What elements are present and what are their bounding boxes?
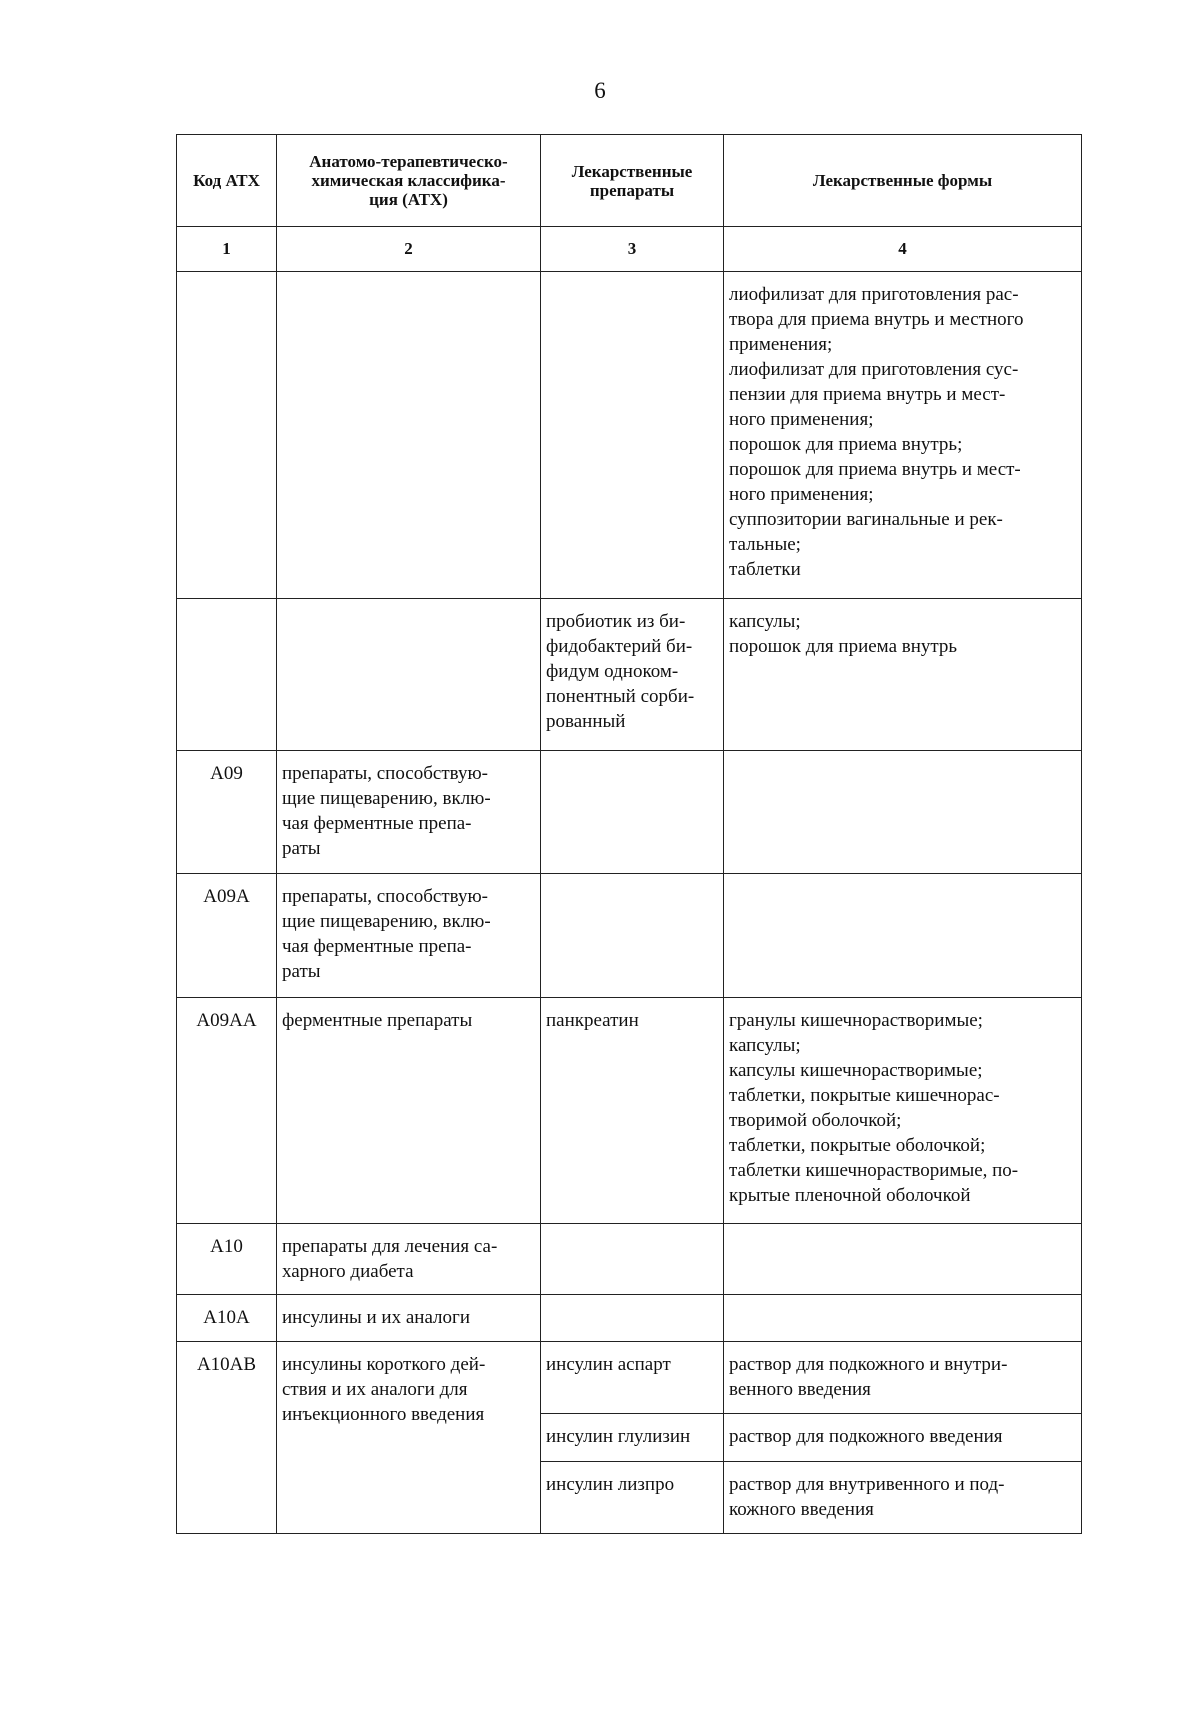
table-row <box>177 272 1082 599</box>
drug-cell <box>541 272 724 599</box>
classification-cell: препараты, способствую- щие пищеварению, вклю- чая ферментные препа- раты <box>277 874 541 998</box>
table-row <box>177 751 1082 874</box>
code-cell: A09A <box>177 874 277 998</box>
code-cell: A09 <box>177 751 277 874</box>
forms-cell: раствор для подкожного введения <box>724 1414 1082 1462</box>
table-row <box>177 1224 1082 1295</box>
forms-cell <box>724 874 1082 998</box>
table-row <box>177 1295 1082 1342</box>
drug-cell <box>541 751 724 874</box>
column-number: 4 <box>724 227 1082 272</box>
code-cell: A09AA <box>177 998 277 1224</box>
drug-cell <box>541 1224 724 1295</box>
classification-cell: инсулины и их аналоги <box>277 1295 541 1342</box>
column-number: 2 <box>277 227 541 272</box>
drug-cell <box>541 1295 724 1342</box>
page-number: 6 <box>594 78 606 103</box>
classification-cell <box>277 599 541 751</box>
table-row <box>177 599 1082 751</box>
code-cell <box>177 599 277 751</box>
forms-cell: лиофилизат для приготовления рас- твора для приема внутрь и местного применения; лиофилизат для приготовления сус- пензии для приема внутрь и мест- ного применения; порошок для приема внутрь; порошок для приема внутрь и мест- ного применения; суппозитории вагинальные и рек- тальные; таблетки <box>724 272 1082 599</box>
table-row <box>177 874 1082 998</box>
forms-cell: капсулы; порошок для приема внутрь <box>724 599 1082 751</box>
header-atc-code: Код АТХ <box>177 135 277 227</box>
classification-cell: инсулины короткого дей- ствия и их аналоги для инъекционного введения <box>277 1342 541 1534</box>
header-drugs: Лекарственные препараты <box>541 135 724 227</box>
classification-cell: ферментные препараты <box>277 998 541 1224</box>
code-cell <box>177 272 277 599</box>
drug-cell: инсулин лизпро <box>541 1462 724 1534</box>
forms-cell: раствор для подкожного и внутри- венного введения <box>724 1342 1082 1414</box>
drug-cell: инсулин глулизин <box>541 1414 724 1462</box>
forms-cell <box>724 1224 1082 1295</box>
forms-cell <box>724 751 1082 874</box>
drug-cell <box>541 874 724 998</box>
forms-cell: гранулы кишечнорастворимые; капсулы; капсулы кишечнорастворимые; таблетки, покрытые кишечнорас- творимой оболочкой; таблетки, покрытые оболочкой; таблетки кишечнорастворимые, по- крытые пленочной оболочкой <box>724 998 1082 1224</box>
table-header-row <box>177 135 1082 227</box>
column-number: 3 <box>541 227 724 272</box>
classification-cell: препараты, способствую- щие пищеварению, вклю- чая ферментные препа- раты <box>277 751 541 874</box>
header-dosage-forms: Лекарственные формы <box>724 135 1082 227</box>
drug-cell: инсулин аспарт <box>541 1342 724 1414</box>
drug-cell: пробиотик из би- фидобактерий би- фидум одноком- понентный сорби- рованный <box>541 599 724 751</box>
table-row <box>177 998 1082 1224</box>
atc-drug-table <box>176 134 1082 1534</box>
drug-cell: панкреатин <box>541 998 724 1224</box>
header-atc-classification: Анатомо-терапевтическо- химическая классифика- ция (АТХ) <box>277 135 541 227</box>
column-number-row <box>177 227 1082 272</box>
code-cell: A10A <box>177 1295 277 1342</box>
classification-cell <box>277 272 541 599</box>
classification-cell: препараты для лечения са- харного диабета <box>277 1224 541 1295</box>
table-row <box>177 1342 1082 1414</box>
column-number: 1 <box>177 227 277 272</box>
forms-cell: раствор для внутривенного и под- кожного введения <box>724 1462 1082 1534</box>
forms-cell <box>724 1295 1082 1342</box>
code-cell: A10AB <box>177 1342 277 1534</box>
code-cell: A10 <box>177 1224 277 1295</box>
